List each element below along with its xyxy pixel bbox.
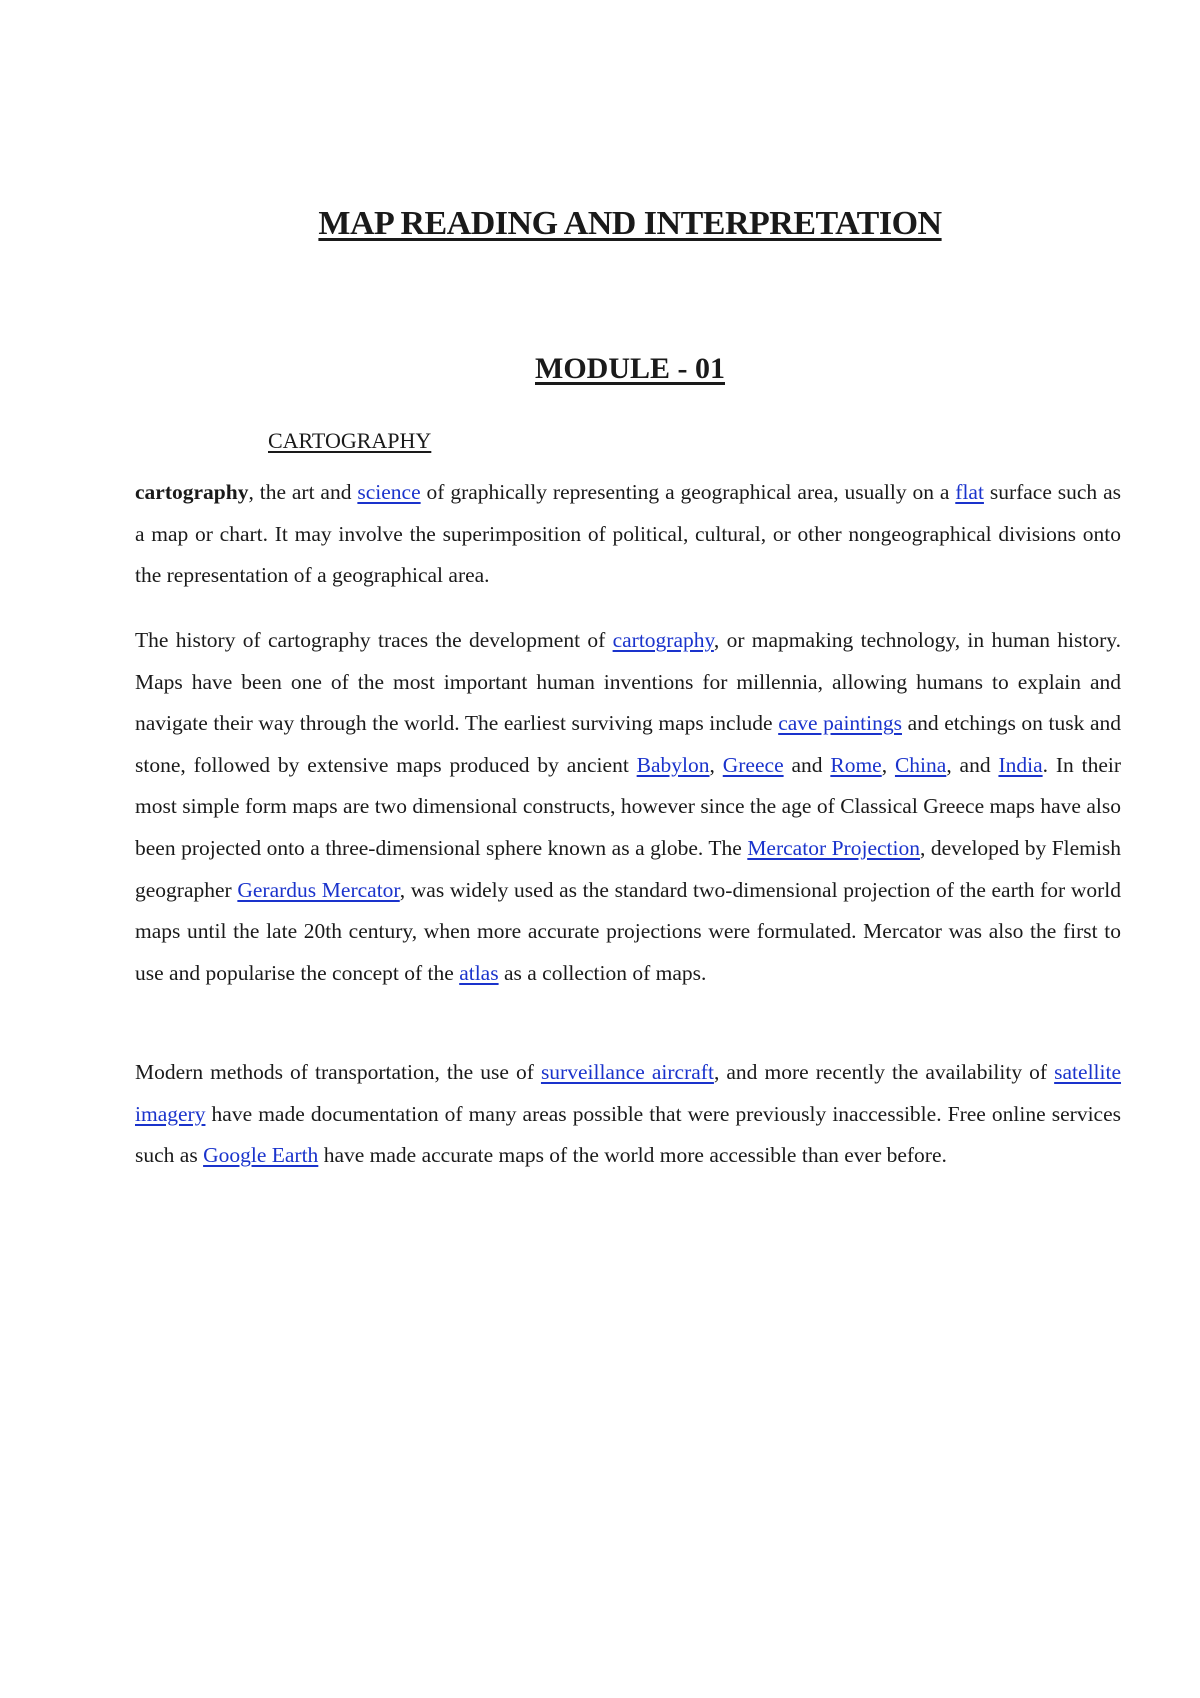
link-cave-paintings[interactable]: cave paintings: [778, 711, 902, 736]
text-run: , the art and: [248, 480, 358, 504]
link-rome[interactable]: Rome: [830, 752, 882, 777]
text-run: surface such as a map or chart. It may involve the superimposition of political, cultural, or other nongeographical divisions onto the representation of a geographical area.: [135, 480, 1121, 588]
text-run: , was widely used as the standard two-dimensional projection of the earth for world maps until the late 20th century, when more accurate projections were formulated. Mercator was also the first to use and popularise the concept of the: [135, 877, 1122, 985]
link-atlas[interactable]: atlas: [459, 960, 499, 985]
link-cartography[interactable]: cartography: [612, 628, 714, 652]
link-gerardus-mercator[interactable]: Gerardus Mercator: [237, 877, 400, 902]
link-flat[interactable]: flat: [955, 480, 984, 504]
text-run: , and: [946, 752, 999, 777]
link-babylon[interactable]: Babylon: [636, 752, 710, 777]
link-surveillance-aircraft[interactable]: surveillance aircraft: [540, 1060, 714, 1084]
text-run: have made accurate maps of the world more accessible than ever before.: [318, 1143, 947, 1168]
document-title: MAP READING AND INTERPRETATION: [318, 205, 942, 242]
text-run: of graphically representing a geographical area, usually on a: [420, 480, 956, 504]
link-india[interactable]: India: [998, 752, 1043, 777]
link-science[interactable]: science: [357, 480, 421, 504]
text-run: , developed by Flemish geographer: [135, 835, 1121, 902]
text-run: have made documentation of many areas possible that were previously inaccessible. Free online services such as: [135, 1101, 1121, 1168]
link-mercator-projection[interactable]: Mercator Projection: [747, 835, 920, 860]
text-run: ,: [709, 752, 723, 777]
module-title: MODULE - 01: [535, 352, 725, 385]
text-run: and: [783, 752, 831, 777]
text-run: , or mapmaking technology, in human history. Maps have been one of the most important human inventions for millennia, allowing humans to explain and navigate their way through the world. The earliest surviving maps include: [135, 628, 1121, 736]
link-china[interactable]: China: [894, 752, 947, 777]
paragraph-history: [135, 620, 1121, 994]
link-satellite-imagery[interactable]: satellite imagery: [135, 1060, 1122, 1126]
paragraph-modern-methods: [135, 1052, 1121, 1177]
text-run: The history of cartography traces the development of: [135, 628, 613, 652]
text-run: as a collection of maps.: [498, 960, 707, 985]
paragraph-definition: [135, 472, 1121, 597]
text-run: , and more recently the availability of: [713, 1060, 1055, 1084]
text-run: and etchings on tusk and stone, followed by extensive maps produced by ancient: [135, 711, 1121, 777]
text-run: ,: [881, 752, 895, 777]
text-run: Modern methods of transportation, the use of: [135, 1060, 541, 1084]
section-heading-cartography: CARTOGRAPHY: [268, 428, 432, 453]
text-run: . In their most simple form maps are two dimensional constructs, however since the age of Classical Greece maps have also been projected onto a three-dimensional sphere known as a globe. The: [135, 752, 1122, 860]
link-greece[interactable]: Greece: [722, 752, 784, 777]
lead-term: cartography: [135, 480, 249, 504]
link-google-earth[interactable]: Google Earth: [203, 1143, 319, 1168]
